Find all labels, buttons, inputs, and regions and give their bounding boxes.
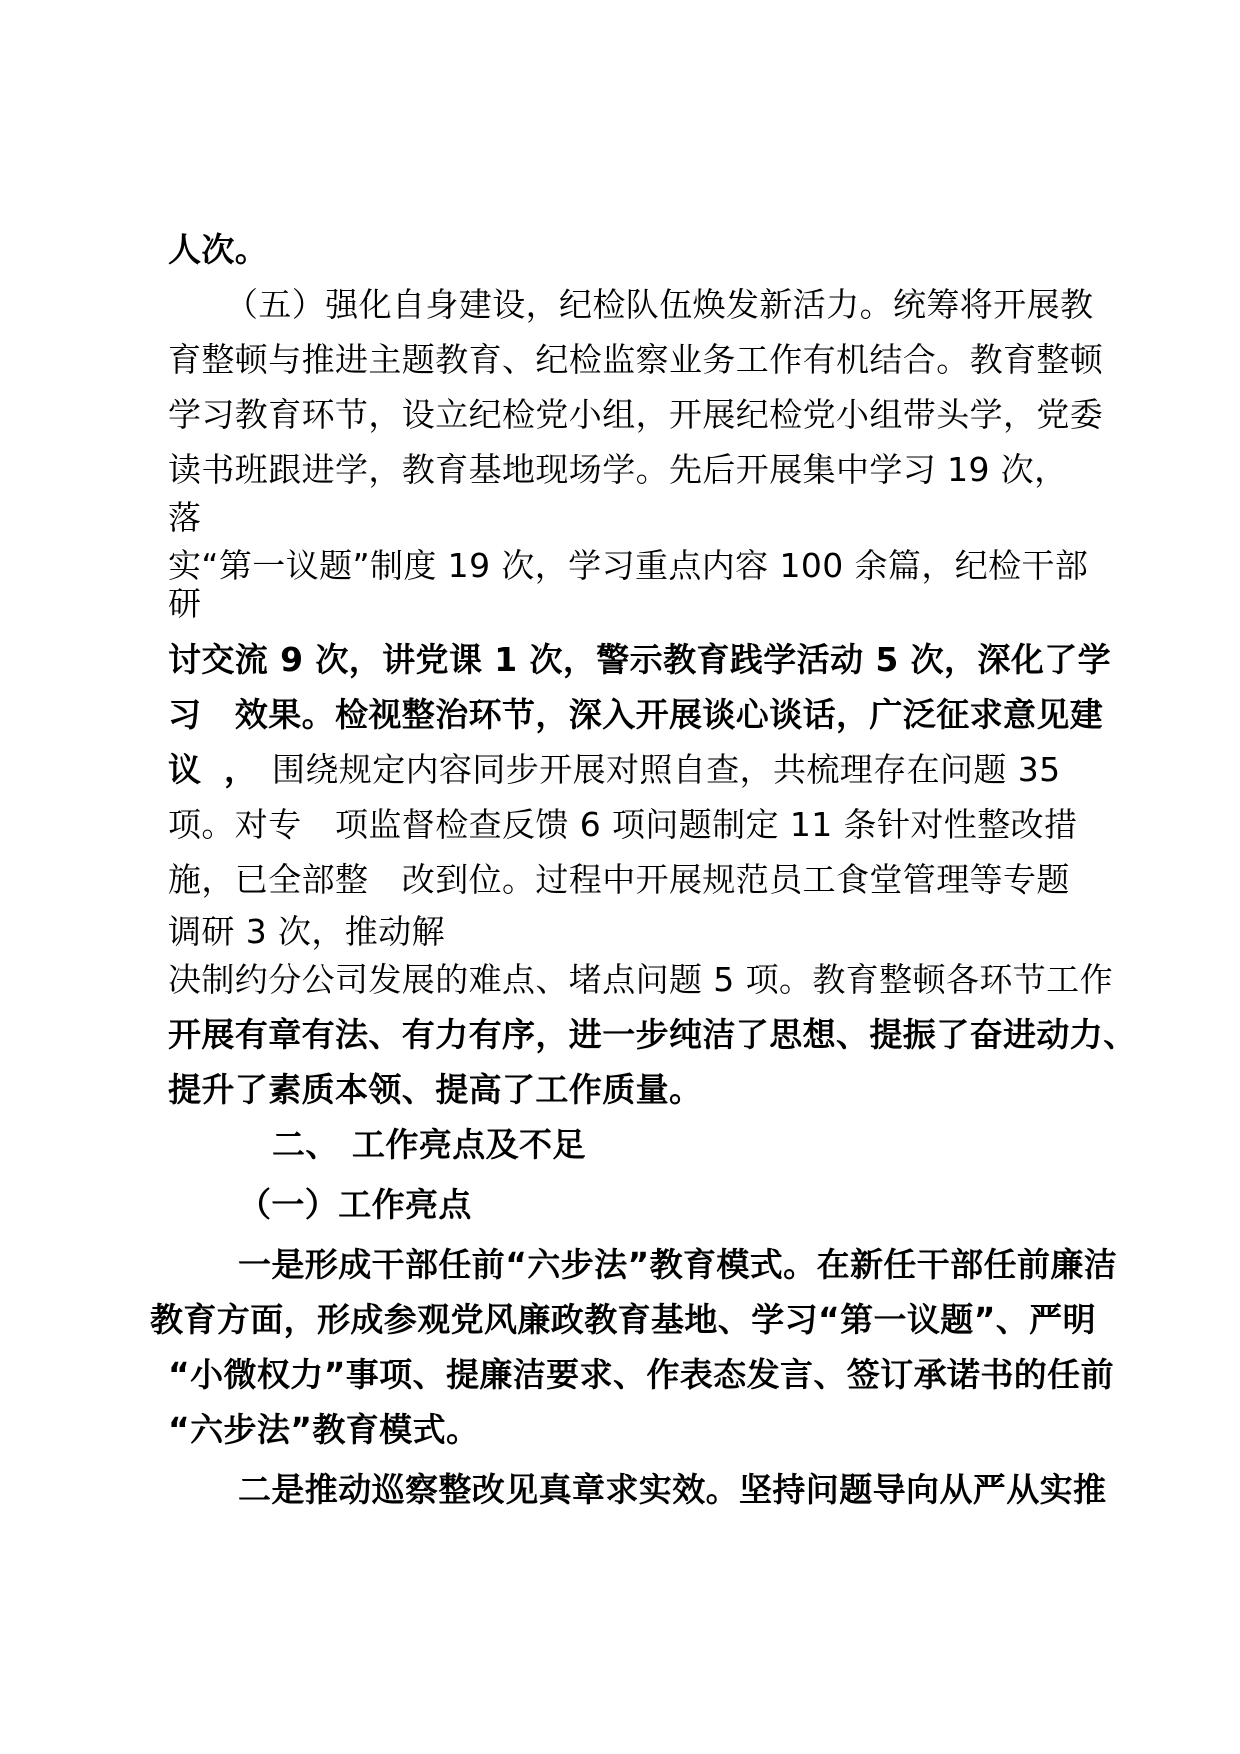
text-line-9: 讨交流 9 次，讲党课 1 次，警示教育践学活动 5 次，深化了学 xyxy=(168,640,1112,679)
text-line-11b: ， xyxy=(224,750,258,789)
text-line-7: 实“第一议题”制度 19 次，学习重点内容 100 余篇，纪检干部 xyxy=(168,546,1089,585)
text-line-21: “六步法”教育模式。 xyxy=(168,1410,480,1449)
text-line-5: 读书班跟进学，教育基地现场学。先后开展集中学习 19 次， xyxy=(168,450,1068,489)
text-line-11a: 议 xyxy=(168,750,202,789)
text-line-8: 研 xyxy=(168,584,202,623)
text-line-1: 人次。 xyxy=(168,230,269,269)
text-line-18: 一是形成干部任前“六步法”教育模式。在新任干部任前廉洁 xyxy=(238,1245,1118,1284)
text-line-14: 调研 3 次，推动解 xyxy=(168,912,445,951)
text-line-20: “小微权力”事项、提廉洁要求、作表态发言、签订承诺书的任前 xyxy=(168,1355,1114,1394)
section-number: 二、 xyxy=(272,1125,339,1164)
text-line-11c: 围绕规定内容同步开展对照自查，共梳理存在问题 35 xyxy=(272,750,1061,789)
text-line-19: 教育方面，形成参观党风廉政教育基地、学习“第一议题”、严明 xyxy=(150,1300,1096,1339)
text-line-4: 学习教育环节，设立纪检党小组，开展纪检党小组带头学，党委 xyxy=(168,395,1104,434)
text-line-3: 育整顿与推进主题教育、纪检监察业务工作有机结合。教育整顿 xyxy=(168,340,1104,379)
text-line-22: 二是推动巡察整改见真章求实效。坚持问题导向从严从实推 xyxy=(238,1470,1107,1509)
text-line-12: 项。对专 项监督检查反馈 6 项问题制定 11 条针对性整改措 xyxy=(168,805,1078,844)
text-line-13: 施，已全部整 改到位。过程中开展规范员工食堂管理等专题 xyxy=(168,860,1070,899)
section-heading: 工作亮点及不足 xyxy=(352,1125,586,1164)
text-line-16: 开展有章有法、有力有序，进一步纯洁了思想、提振了奋进动力、 xyxy=(168,1015,1137,1054)
text-line-17: 提升了素质本领、提高了工作质量。 xyxy=(168,1070,703,1109)
text-line-6: 落 xyxy=(168,498,202,537)
text-line-10: 习 效果。检视整治环节，深入开展谈心谈话，广泛征求意见建 xyxy=(168,695,1104,734)
text-line-15: 决制约分公司发展的难点、堵点问题 5 项。教育整顿各环节工作 xyxy=(168,960,1113,999)
text-line-2: （五）强化自身建设，纪检队伍焕发新活力。统筹将开展教 xyxy=(225,285,1094,324)
subsection-heading: （一）工作亮点 xyxy=(238,1185,472,1224)
